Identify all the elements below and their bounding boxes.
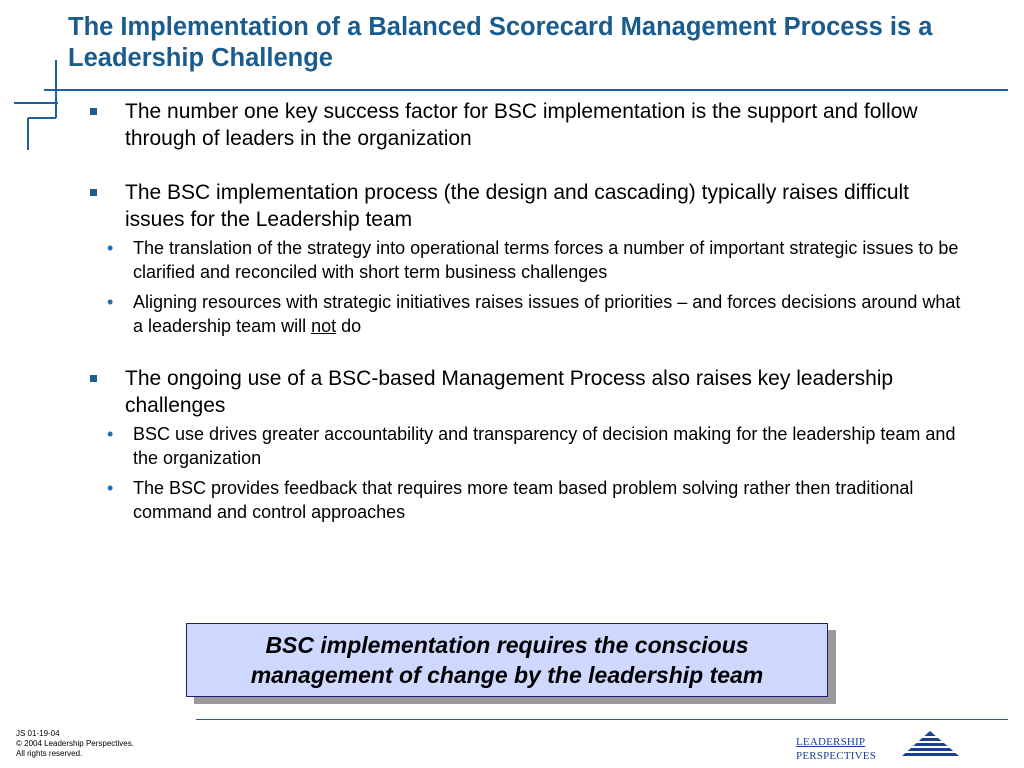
dot-bullet-icon: • (107, 238, 114, 258)
callout-text: BSC implementation requires the conscious management of change by the leadership team (250, 632, 764, 688)
sub-bullet-text: BSC use drives greater accountability and transparency of decision making for the leadership team and the organization (133, 424, 956, 468)
copyright-text: © 2004 Leadership Perspectives. (16, 739, 134, 748)
sub-bullet-text-end: do (336, 316, 362, 336)
sub-bullet-item (88, 476, 968, 524)
sub-bullet-list (107, 236, 968, 338)
title-divider-line (44, 89, 1008, 91)
square-bullet-icon (90, 375, 97, 382)
rights-text: All rights reserved. (16, 749, 83, 758)
logo-line-1: LEADERSHIP (796, 736, 866, 748)
corner-decoration (0, 0, 80, 160)
stacked-lines-triangle-icon (900, 730, 960, 758)
bullet-item-1 (88, 98, 968, 152)
bullet-text: The ongoing use of a BSC-based Management Process also raises key leadership challenges (125, 367, 894, 417)
sub-bullet-text-start: Aligning resources with strategic initiatives raises issues of priorities – and forces decisions around what a leadership team will (133, 292, 961, 336)
bullet-list (88, 98, 968, 524)
bullet-text: The number one key success factor for BSC implementation is the support and follow through of leaders in the organization (125, 100, 918, 150)
sub-bullet-list (107, 422, 968, 524)
slide-body (88, 98, 968, 524)
sub-bullet-text: The translation of the strategy into operational terms forces a number of important strategic issues to be clarified and reconciled with short term business challenges (133, 238, 959, 282)
slide-title: The Implementation of a Balanced Scorecard Management Process is a Leadership Challenge (68, 13, 933, 72)
logo-line-2: PERSPECTIVES (796, 750, 877, 762)
sub-bullet-item (88, 422, 968, 470)
dot-bullet-icon: • (107, 292, 114, 312)
document-code: JS 01-19-04 (16, 729, 60, 738)
bullet-item-2 (88, 179, 968, 338)
underlined-emphasis: not (311, 316, 337, 336)
company-logo-text (796, 735, 876, 763)
callout-box (186, 623, 828, 697)
bullet-item-3 (88, 365, 968, 524)
square-bullet-icon (90, 108, 97, 115)
sub-bullet-item (88, 290, 968, 338)
sub-bullet-text: The BSC provides feedback that requires more team based problem solving rather then traditional command and control approaches (133, 478, 914, 522)
footer-divider-line (196, 719, 1008, 720)
footer-notice (16, 729, 134, 759)
dot-bullet-icon: • (107, 478, 114, 498)
dot-bullet-icon: • (107, 424, 114, 444)
square-bullet-icon (90, 189, 97, 196)
sub-bullet-item (88, 236, 968, 284)
bullet-text: The BSC implementation process (the design and cascading) typically raises difficult issues for the Leadership team (125, 181, 909, 231)
